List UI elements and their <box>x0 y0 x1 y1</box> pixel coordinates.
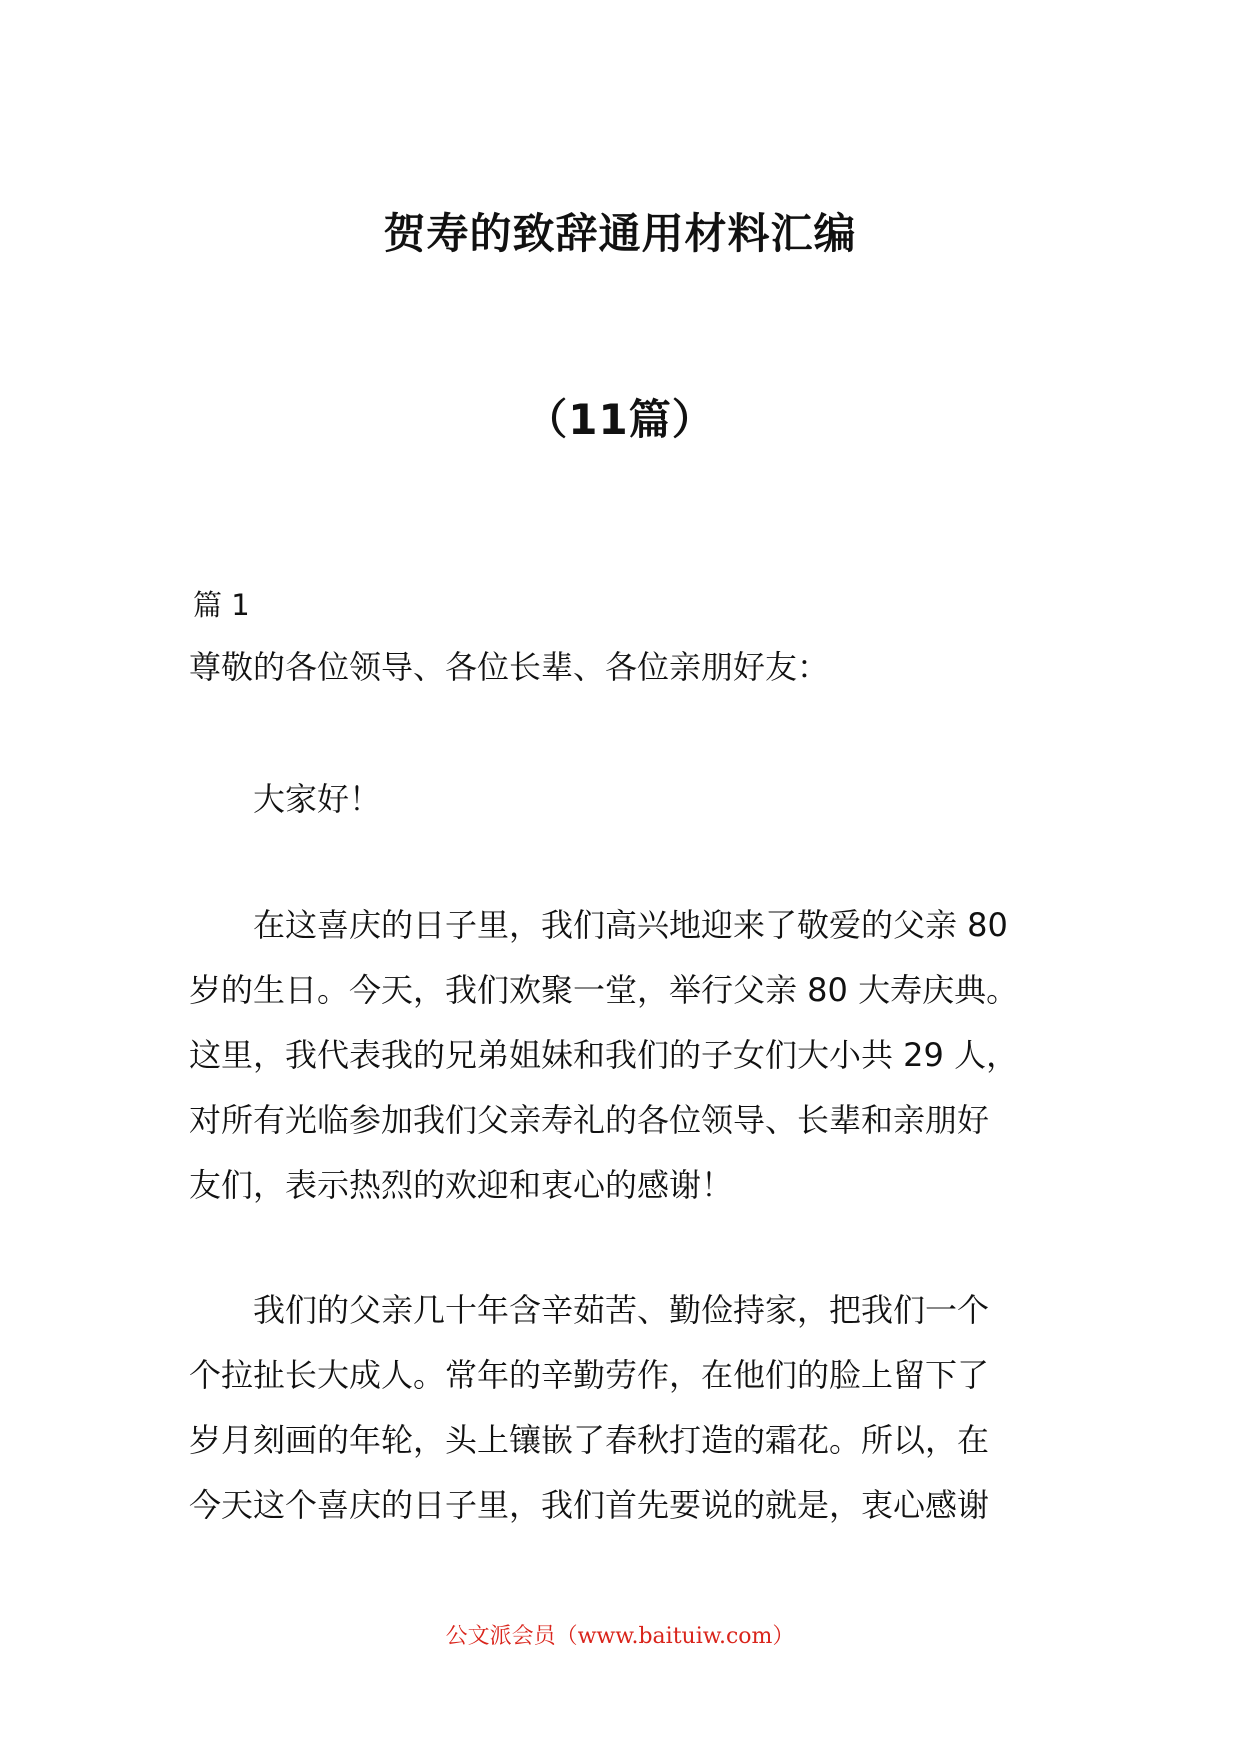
paragraph-line: 这里，我代表我的兄弟姐妹和我们的子女们大小共 29 人， <box>189 1036 1019 1074</box>
paragraph-line: 个拉扯长大成人。常年的辛勤劳作，在他们的脸上留下了 <box>189 1356 990 1394</box>
paragraph-line: 今天这个喜庆的日子里，我们首先要说的就是，衷心感谢 <box>189 1486 990 1524</box>
hello-paragraph <box>189 767 1051 832</box>
paragraph-line: 我们的父亲几十年含辛茹苦、勤俭持家，把我们一个 <box>253 1291 990 1329</box>
salutation: 尊敬的各位领导、各位长辈、各位亲朋好友： <box>189 648 830 686</box>
paragraph-line: 岁月刻画的年轮，头上镶嵌了春秋打造的霜花。所以，在 <box>189 1421 990 1459</box>
body-paragraph-2 <box>189 1278 1051 1538</box>
hello-line: 大家好！ <box>253 780 382 818</box>
body-paragraph-1 <box>189 893 1051 1218</box>
section-label: 篇 1 <box>193 588 250 622</box>
paragraph-line: 岁的生日。今天，我们欢聚一堂，举行父亲 80 大寿庆典。 <box>189 971 1019 1009</box>
paragraph-line: 在这喜庆的日子里，我们高兴地迎来了敬爱的父亲 80 <box>253 906 1008 944</box>
footer-watermark: 公文派会员（www.baituiw.com） <box>445 1624 795 1649</box>
document-subtitle: （11篇） <box>525 395 715 444</box>
paragraph-line: 对所有光临参加我们父亲寿礼的各位领导、长辈和亲朋好 <box>189 1101 990 1139</box>
paragraph-line: 友们，表示热烈的欢迎和衷心的感谢！ <box>189 1166 734 1204</box>
document-title: 贺寿的致辞通用材料汇编 <box>383 209 857 258</box>
